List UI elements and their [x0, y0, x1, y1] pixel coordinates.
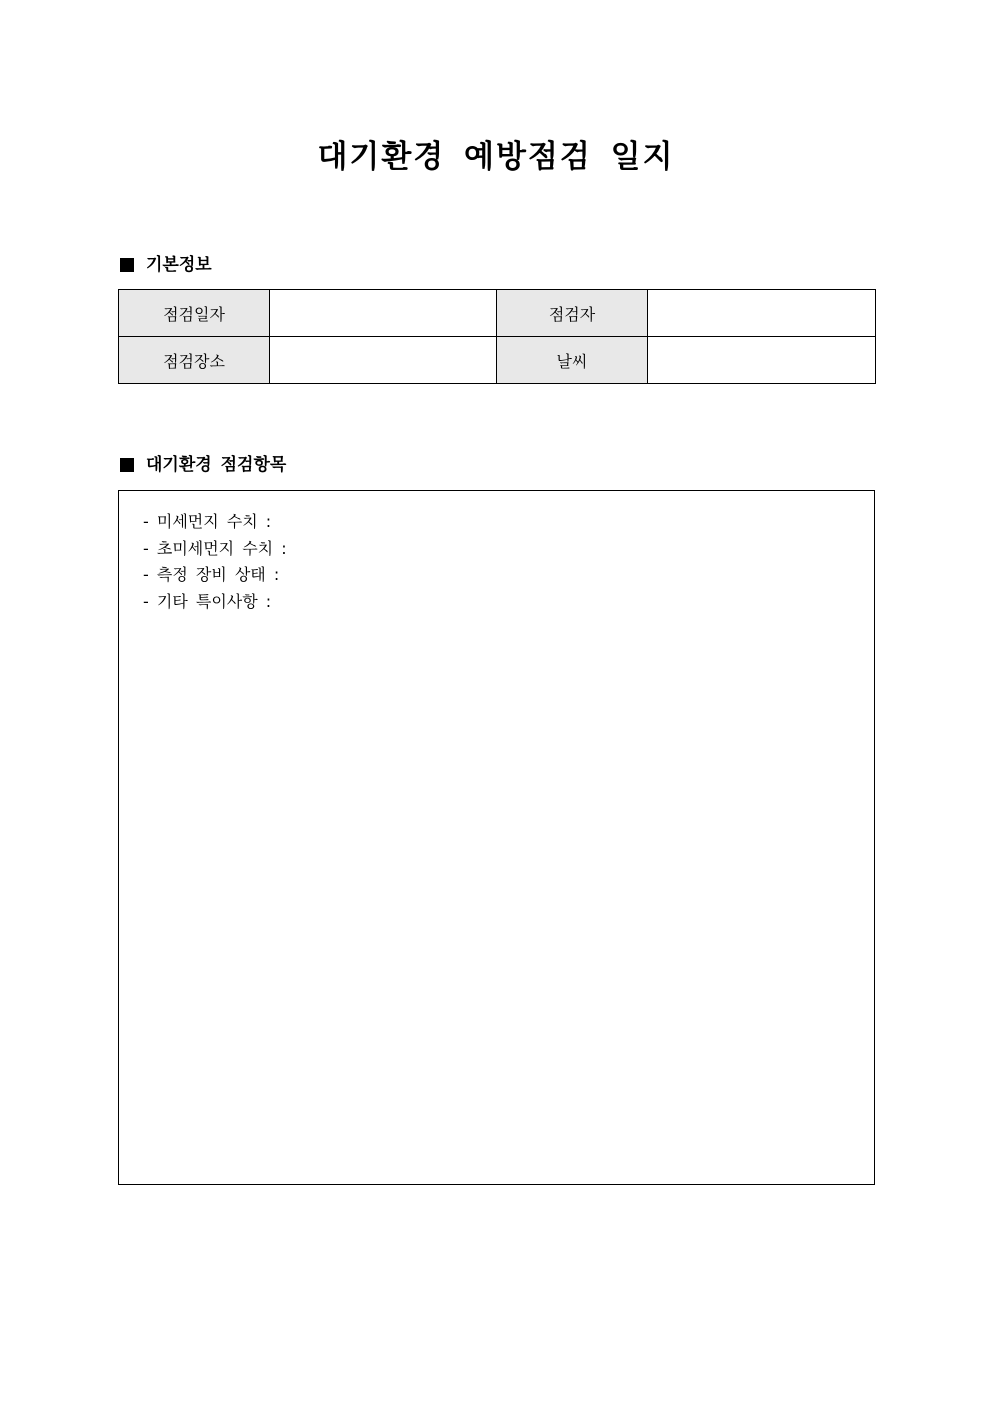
list-item-equipment-status: - 측정 장비 상태 : [143, 565, 280, 584]
weather-field[interactable] [648, 337, 876, 384]
table-row [119, 337, 876, 384]
basic-info-heading [118, 252, 212, 278]
inspector-field[interactable] [648, 290, 876, 337]
inspection-date-label: 점검일자 [119, 290, 270, 337]
square-bullet-icon [120, 458, 134, 472]
list-item-ultrafine-dust: - 초미세먼지 수치 : [143, 538, 287, 558]
inspection-date-field[interactable] [270, 290, 497, 337]
square-bullet-icon [120, 258, 134, 272]
table-row [119, 290, 876, 337]
inspection-items-box[interactable] [118, 490, 875, 1185]
list-item-other-notes: - 기타 특이사항 : [143, 591, 272, 611]
weather-label: 날씨 [497, 337, 648, 384]
inspection-items-list [119, 491, 874, 615]
basic-info-heading-text: 기본정보 [146, 255, 212, 275]
inspection-items-heading [118, 452, 286, 478]
basic-info-table [118, 289, 876, 384]
inspector-label: 점검자 [497, 290, 648, 337]
list-item-fine-dust: - 미세먼지 수치 : [143, 512, 272, 531]
inspection-location-label: 점검장소 [119, 337, 270, 384]
inspection-items-heading-text: 대기환경 점검항목 [146, 455, 287, 475]
page-title: 대기환경 예방점검 일지 [317, 139, 675, 175]
inspection-location-field[interactable] [270, 337, 497, 384]
